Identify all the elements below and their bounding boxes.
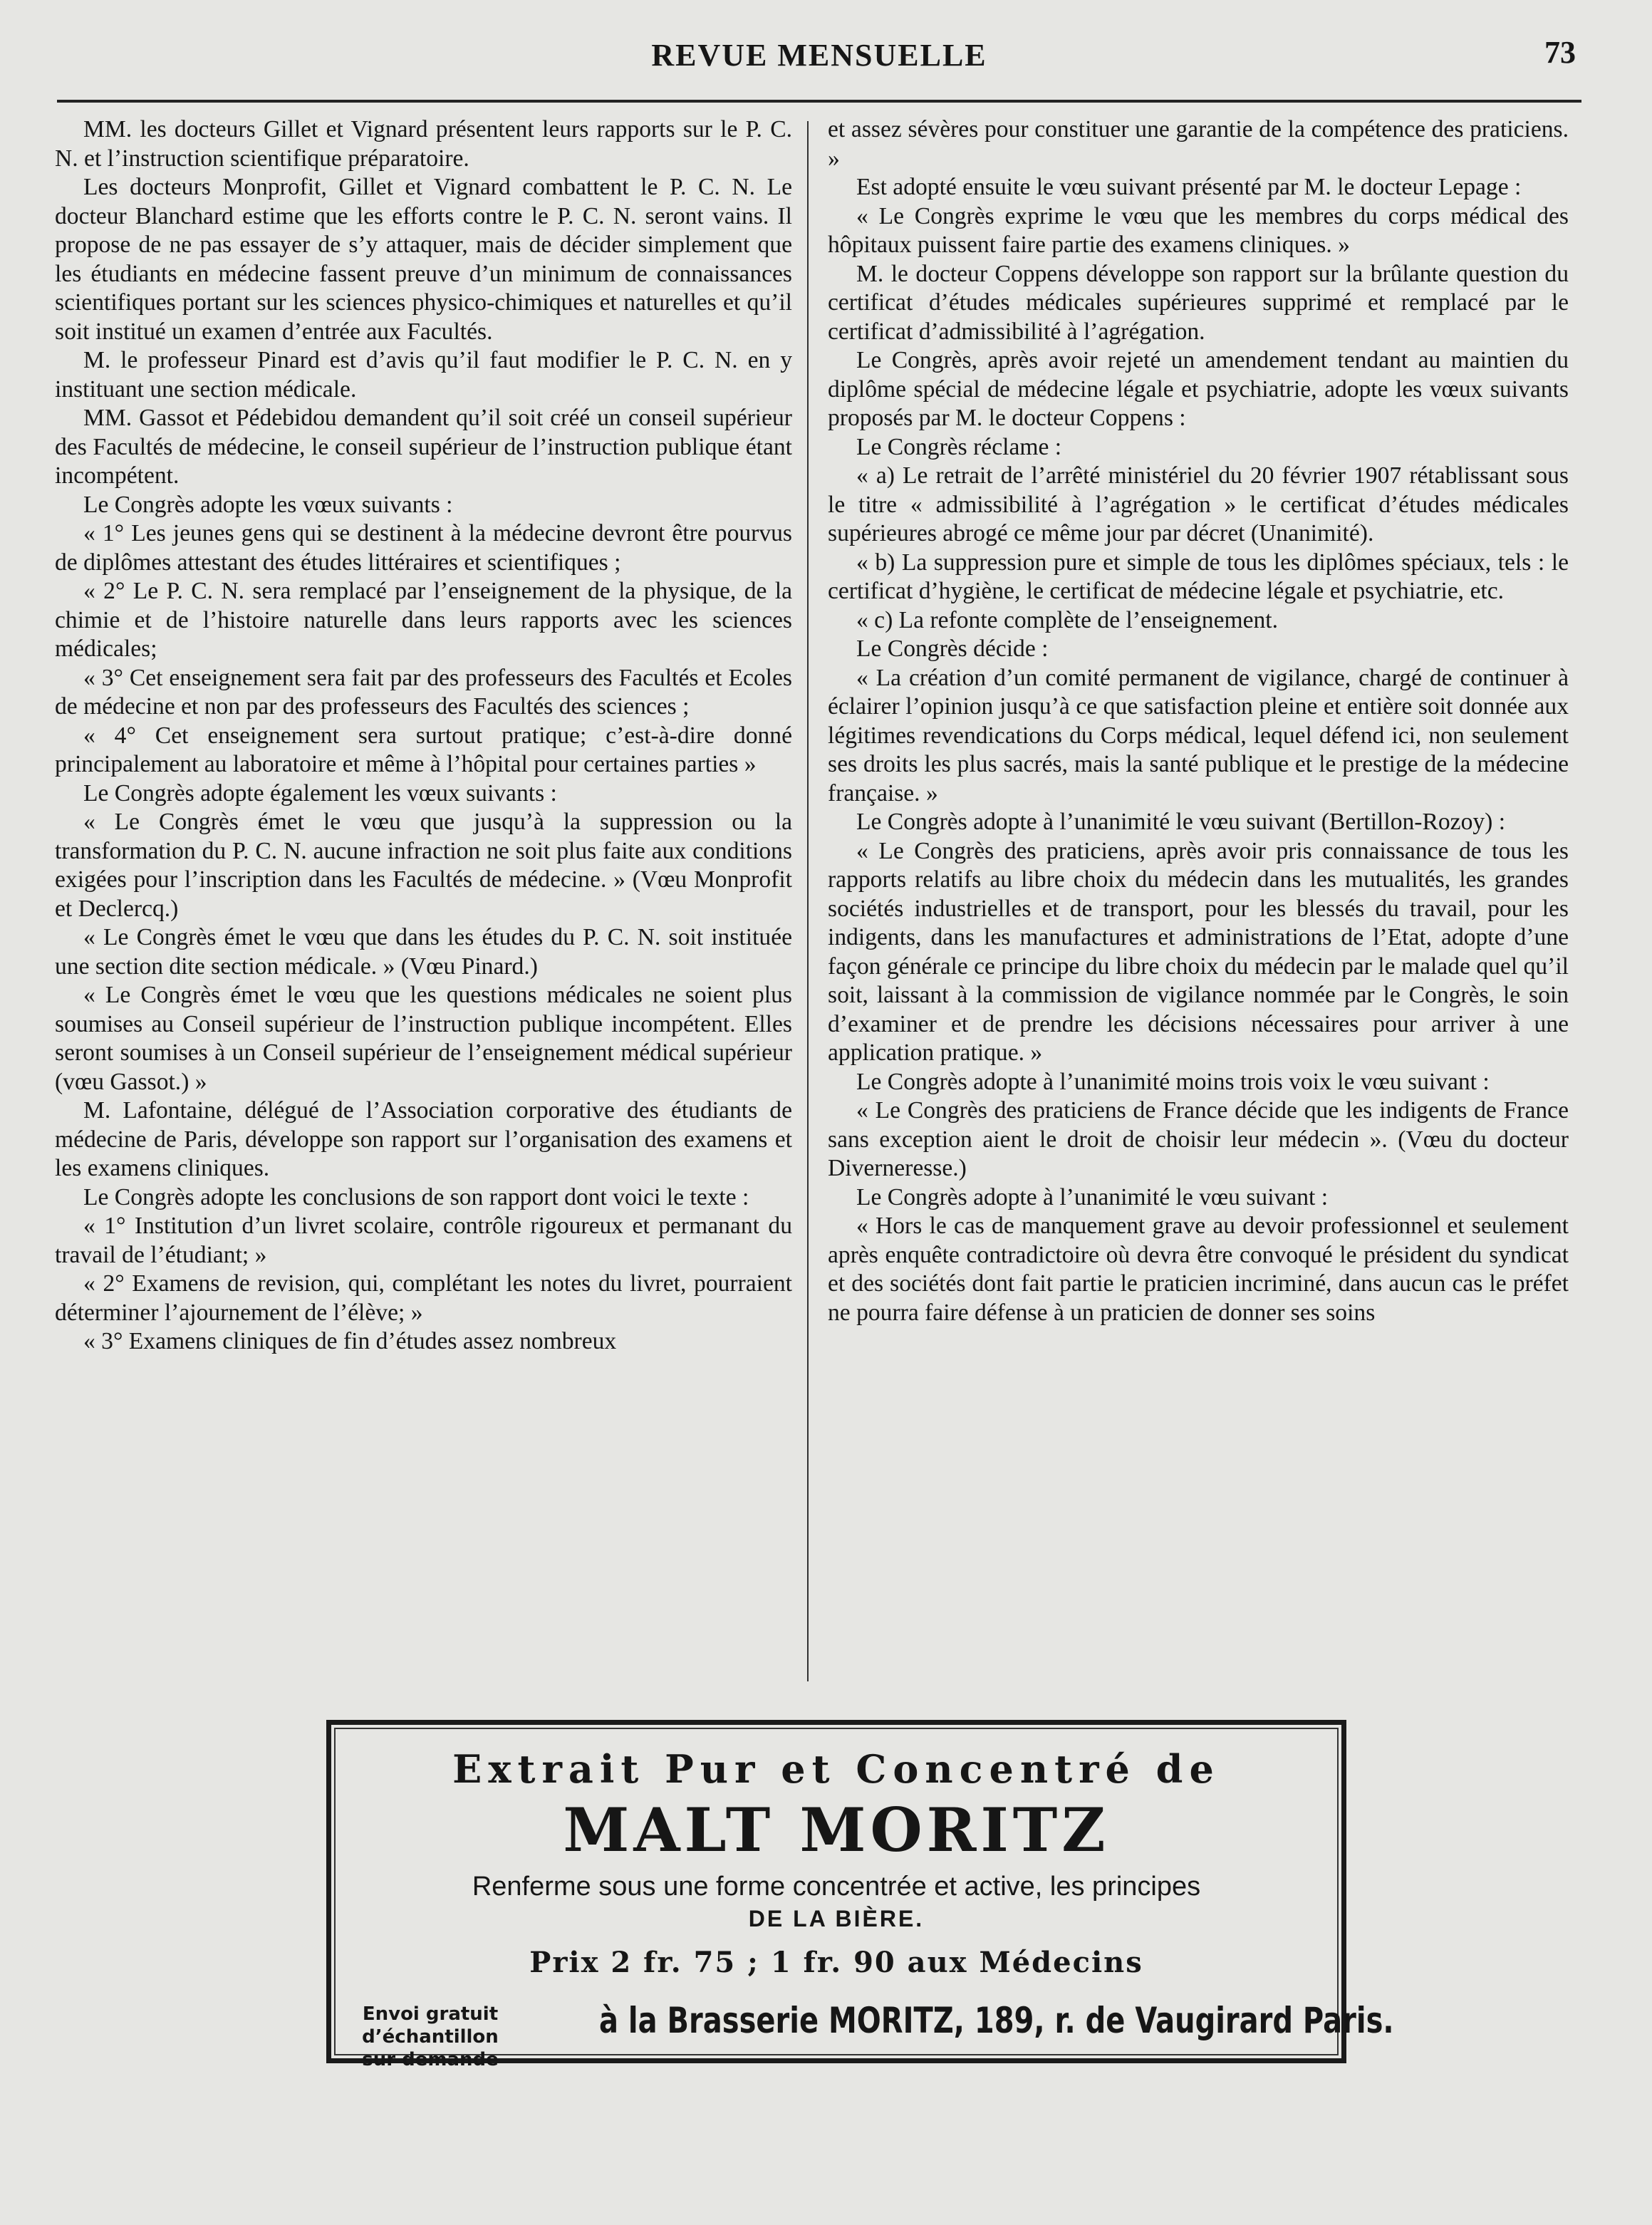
paragraph: Le Congrès adopte les vœux suivants : [83,491,453,518]
left-column [55,115,792,1357]
paragraph: « 2° Examens de revision, qui, complétant les notes du livret, pourraient déterminer l’ajournement de l’élève; » [55,1270,792,1326]
advertisement [326,1720,1394,2070]
paragraph: « Hors le cas de manquement grave au devoir professionnel et seulement après enquête contradictoire où devra être convoqué le président du syndicat et des sociétés dont fait partie le praticien incriminé, dans aucun cas le préfet ne pourra faire défense à un praticien de donner ses soins [828,1213,1569,1326]
paragraph: « 1° Institution d’un livret scolaire, contrôle rigoureux et permanant du travail de l’étudiant; » [55,1213,792,1268]
header-rule [57,100,1581,103]
paragraph: « Le Congrès émet le vœu que les questions médicales ne soient plus soumises au Conseil supérieur de l’instruction publique incompétent. Elles seront soumises à un Conseil supérieur de l’enseignement médical supérieur (vœu Gassot.) » [55,982,792,1095]
ad-sample-line: sur demande [362,2049,499,2070]
paragraph: Le Congrès adopte à l’unanimité moins trois voix le vœu suivant : [856,1068,1490,1095]
ad-sample-note [341,2003,519,2071]
paragraph: « Le Congrès exprime le vœu que les membres du corps médical des hôpitaux puissent faire partie des examens cliniques. » [828,202,1569,258]
page-header [57,30,1581,101]
paragraph: « c) La refonte complète de l’enseignement. [856,606,1279,633]
paragraph: « Le Congrès des praticiens de France décide que les indigents de France sans exception aient le droit de choisir leur médecin ». (Vœu du docteur Diverneresse.) [828,1097,1569,1181]
paragraph: MM. les docteurs Gillet et Vignard présentent leurs rapports sur le P. C. N. et l’instruction scientifique préparatoire. [55,116,792,172]
ad-title: MALT MORITZ [563,1795,1110,1865]
paragraph: « 2° Le P. C. N. sera remplacé par l’enseignement de la physique, de la chimie et de l’histoire naturelle dans leurs rapports avec les sciences médicales; [55,578,792,662]
page-number: 73 [1544,35,1576,70]
paragraph: Le Congrès décide : [856,636,1049,662]
paragraph: Le Congrès adopte également les vœux suivants : [83,779,557,807]
ad-sample-line: Envoi gratuit d’échantillon [362,2003,499,2048]
paragraph: et assez sévères pour constituer une garantie de la compétence des praticiens. » [828,116,1569,172]
paragraph: Le Congrès, après avoir rejeté un amendement tendant au maintien du diplôme spécial de médecine légale et psychiatrie, adopte les vœux suivants proposés par M. le docteur Coppens : [828,347,1569,431]
paragraph: « a) Le retrait de l’arrêté ministériel du 20 février 1907 rétablissant sous le titre « admissibilité à l’agrégation » le certificat d’études médicales supérieures abrogé ce même jour par décret (Unanimité). [828,462,1569,546]
paragraph: Le Congrès adopte à l’unanimité le vœu suivant (Bertillon-Rozoy) : [856,809,1506,835]
paragraph: M. le professeur Pinard est d’avis qu’il faut modifier le P. C. N. en y instituant une section médicale. [55,347,792,403]
paragraph: « b) La suppression pure et simple de tous les diplômes spéciaux, tels : le certificat d’hygiène, le certificat de médecine légale et psychiatrie, etc. [828,549,1569,604]
paragraph: Est adopté ensuite le vœu suivant présenté par M. le docteur Lepage : [856,174,1522,200]
paragraph: « 3° Examens cliniques de fin d’études assez nombreux [83,1328,617,1354]
paragraph: Le Congrès adopte à l’unanimité le vœu suivant : [856,1183,1329,1210]
paragraph: MM. Gassot et Pédebidou demandent qu’il soit créé un conseil supérieur des Facultés de médecine, le conseil supérieur de l’instruction publique étant incompétent. [55,405,792,489]
paragraph: « 1° Les jeunes gens qui se destinent à la médecine devront être pourvus de diplômes attestant des études littéraires et scientifiques ; [55,520,792,576]
paragraph: « 3° Cet enseignement sera fait par des professeurs des Facultés et Ecoles de médecine et non par des professeurs des Facultés des sciences ; [55,664,792,720]
paragraph: « La création d’un comité permanent de vigilance, chargé de continuer à éclairer l’opinion jusqu’à ce que satisfaction pleine et entière soit donnée aux légitimes revendications du Corps médical, lequel défend ici, non seulement ses droits les plus sacrés, mais la santé publique et le prestige de la médecine française. » [828,664,1569,807]
paragraph: Les docteurs Monprofit, Gillet et Vignard combattent le P. C. N. Le docteur Blanchard estime que les efforts contre le P. C. N. seront vains. Il propose de ne pas essayer de s’y attaquer, mais de décider simplement que les étudiants en médecine fassent preuve d’un minimum de connaissances scientifiques portant sur les sciences physico-chimiques et naturelles et qu’il soit institué un examen d’entrée aux Facultés. [55,174,792,345]
paragraph: « Le Congrès émet le vœu que jusqu’à la suppression ou la transformation du P. C. N. aucune infraction ne soit plus faite aux conditions exigées pour l’inscription dans les Facultés de médecine. » (Vœu Monprofit et Declercq.) [55,809,792,922]
ad-description: Renferme sous une forme concentrée et active, les principes [472,1872,1201,1902]
ad-tagline: Extrait Pur et Concentré de [452,1746,1220,1792]
ad-price: Prix 2 fr. 75 ; 1 fr. 90 aux Médecins [529,1946,1143,1979]
running-title: REVUE MENSUELLE [651,38,987,73]
ad-beer-line: DE LA BIÈRE. [748,1906,925,1931]
paragraph: M. Lafontaine, délégué de l’Association corporative des étudiants de médecine de Paris, développe son rapport sur l’organisation des examens et les examens cliniques. [55,1097,792,1181]
ad-address: à la Brasserie MORITZ, 189, r. de Vaugirard Paris. [599,2000,1394,2041]
column-rule [807,121,809,1681]
paragraph: « 4° Cet enseignement sera surtout pratique; c’est-à-dire donné principalement au laboratoire et même à l’hôpital pour certaines parties » [55,722,792,777]
paragraph: Le Congrès adopte les conclusions de son rapport dont voici le texte : [83,1183,749,1210]
paragraph: « Le Congrès des praticiens, après avoir pris connaissance de tous les rapports relatifs au libre choix du médecin dans les mutualités, les grandes sociétés industrielles et de transport, pour les blessés du travail, pour les indigents, dans les manufactures et administrations de l’Etat, adopte d’une façon générale ce principe du libre choix du médecin par le malade quel qu’il soit, laissant à la commission de vigilance nommée par le Congrès, le soin d’examiner et de prendre les décisions nécessaires pour arriver à une application pratique. » [828,837,1569,1066]
paragraph: « Le Congrès émet le vœu que dans les études du P. C. N. soit instituée une section dite section médicale. » (Vœu Pinard.) [55,924,792,980]
paragraph: Le Congrès réclame : [856,433,1062,460]
paragraph: M. le docteur Coppens développe son rapport sur la brûlante question du certificat d’études médicales supérieures supprimé et remplacé par le certificat d’admissibilité à l’agrégation. [828,260,1569,345]
advertisement-frame [334,1728,1394,2070]
right-column [828,115,1569,1327]
